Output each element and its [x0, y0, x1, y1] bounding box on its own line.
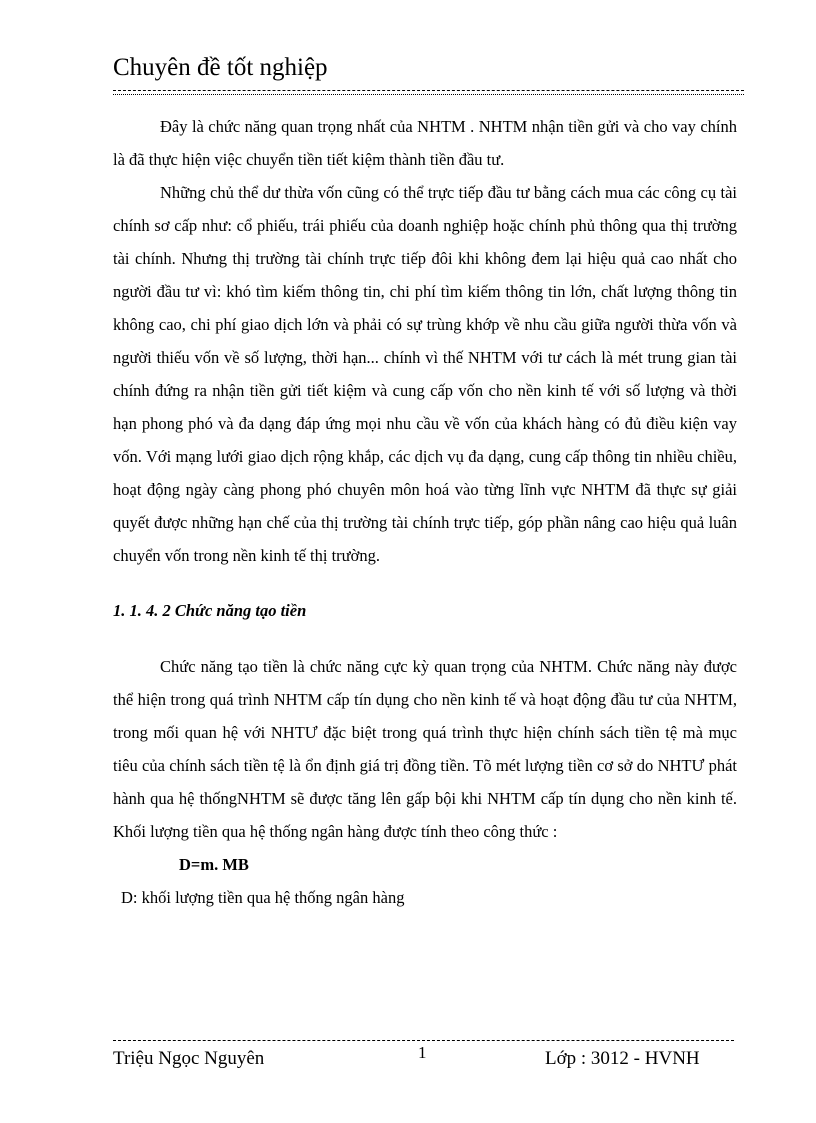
footer-class-label: Lớp : 3012 - HVNH: [545, 1048, 700, 1069]
footer-author: Triệu Ngọc Nguyên: [113, 1048, 265, 1069]
header-divider: [113, 90, 744, 91]
document-body: [113, 110, 737, 914]
formula-definition: D: khối lượng tiền qua hệ thống ngân hàng: [121, 888, 405, 907]
formula: D=m. MB: [179, 855, 249, 874]
page-number: 1: [418, 1043, 427, 1062]
header-divider-secondary: [113, 94, 744, 95]
page-header-title: Chuyên đề tốt nghiệp: [113, 54, 328, 81]
section-paragraph: Chức năng tạo tiền là chức năng cực kỳ quan trọng của NHTM. Chức năng này được thể hiện trong quá trình NHTM cấp tín dụng cho nền kinh tế và hoạt động đầu tư của NHTM, trong mối quan hệ với NHTƯ đặc biệt trong quá trình thực hiện chính sách tiền tệ mà mục tiêu của chính sách tiền tệ là ổn định giá trị đồng tiền. Tõ mét lượng tiền cơ sở do NHTƯ phát hành qua hệ thốngNHTM sẽ được tăng lên gấp bội khi NHTM cấp tín dụng cho nền kinh tế. Khối lượng tiền qua hệ thống ngân hàng được tính theo công thức :: [113, 657, 737, 841]
body-paragraph: Những chủ thể dư thừa vốn cũng có thể trực tiếp đầu tư bằng cách mua các công cụ tài chính sơ cấp như: cổ phiếu, trái phiếu của doanh nghiệp hoặc chính phủ thông qua thị trường tài chính. Nhưng thị trường tài chính trực tiếp đôi khi không đem lại hiệu quả cao nhất cho người đầu tư vì: khó tìm kiếm thông tin, chi phí tìm kiếm thông tin lớn, chất lượng thông tin không cao, chi phí giao dịch lớn và phải có sự trùng khớp về nhu cầu giữa người thừa vốn và người thiếu vốn về số lượng, thời hạn... chính vì thế NHTM với tư cách là mét trung gian tài chính đứng ra nhận tiền gửi tiết kiệm và cung cấp vốn cho nền kinh tế với số lượng và thời hạn phong phó và đa dạng đáp ứng mọi nhu cầu về vốn của khách hàng có đủ điều kiện vay vốn. Với mạng lưới giao dịch rộng khắp, các dịch vụ đa dạng, cung cấp thông tin nhiều chiều, hoạt động ngày càng phong phó chuyên môn hoá vào từng lĩnh vực NHTM đã thực sự giải quyết được những hạn chế của thị trường tài chính trực tiếp, góp phần nâng cao hiệu quả luân chuyển vốn trong nền kinh tế thị trường.: [113, 183, 737, 565]
section-heading: 1. 1. 4. 2 Chức năng tạo tiền: [113, 601, 307, 620]
body-paragraph: Đây là chức năng quan trọng nhất của NHTM . NHTM nhận tiền gửi và cho vay chính là đã thực hiện việc chuyển tiền tiết kiệm thành tiền đầu tư.: [113, 117, 737, 169]
